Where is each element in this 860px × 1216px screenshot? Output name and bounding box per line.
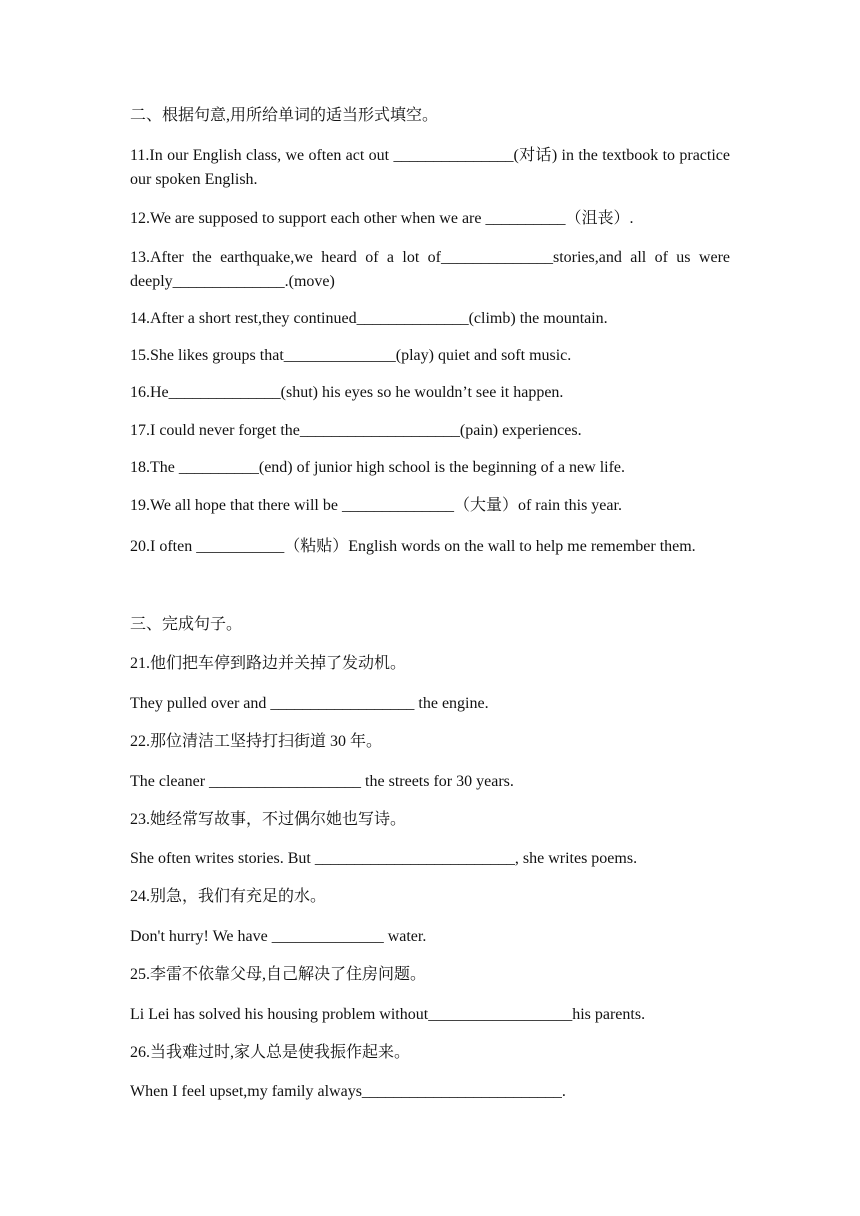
question-16: 16.He______________(shut) his eyes so he wouldn’t see it happen. (130, 384, 564, 401)
section-3-heading: 三、完成句子。 (130, 616, 243, 633)
section-2-heading: 二、根据句意,用所给单词的适当形式填空。 (130, 107, 439, 124)
question-18: 18.The __________(end) of junior high school is the beginning of a new life. (130, 459, 626, 476)
question-25-chinese: 25.李雷不依靠父母,自己解决了住房问题。 (130, 966, 427, 983)
question-19: 19.We all hope that there will be ______________（大量）of rain this year. (130, 497, 622, 514)
question-15: 15.She likes groups that______________(play) quiet and soft music. (130, 347, 572, 364)
question-21-chinese: 21.他们把车停到路边并关掉了发动机。 (130, 655, 407, 672)
question-26-english: When I feel upset,my family always_________________________. (130, 1083, 566, 1100)
question-23-english: She often writes stories. But _________________________, she writes poems. (130, 850, 638, 867)
question-13: 13.After the earthquake,we heard of a lot of______________stories,and all of us were deeply______________.(move) (130, 249, 730, 290)
question-11: 11.In our English class, we often act out _______________(对话) in the textbook to practice our spoken English. (130, 147, 730, 188)
question-24-english: Don't hurry! We have ______________ water. (130, 928, 427, 945)
question-17: 17.I could never forget the____________________(pain) experiences. (130, 422, 582, 439)
question-25-english: Li Lei has solved his housing problem without__________________his parents. (130, 1006, 646, 1023)
question-22-english: The cleaner ___________________ the streets for 30 years. (130, 773, 514, 790)
question-20: 20.I often ___________（粘贴）English words on the wall to help me remember them. (130, 538, 696, 555)
question-26-chinese: 26.当我难过时,家人总是使我振作起来。 (130, 1044, 411, 1061)
question-22-chinese: 22.那位清洁工坚持打扫街道 30 年。 (130, 733, 383, 750)
question-14: 14.After a short rest,they continued______________(climb) the mountain. (130, 310, 608, 327)
question-24-chinese: 24.别急，我们有充足的水。 (130, 888, 327, 905)
question-12: 12.We are supposed to support each other when we are __________（沮丧）. (130, 210, 634, 227)
question-23-chinese: 23.她经常写故事，不过偶尔她也写诗。 (130, 811, 407, 828)
question-21-english: They pulled over and __________________ the engine. (130, 695, 489, 712)
